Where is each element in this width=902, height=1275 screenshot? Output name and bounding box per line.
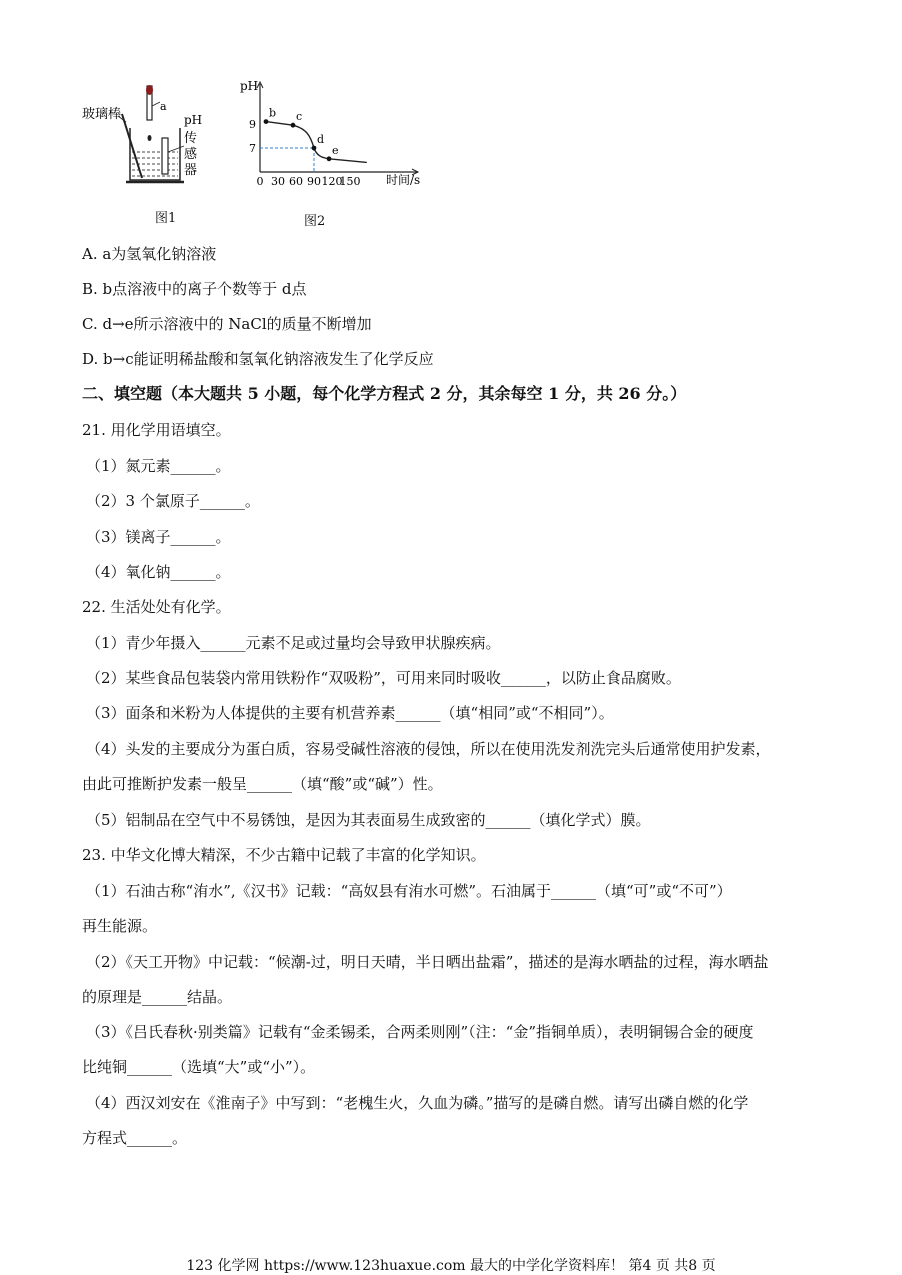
sensor-label-3: 感	[184, 147, 198, 162]
chart-guides	[260, 148, 314, 172]
x-tick-label: 60	[289, 175, 303, 188]
q23-sub1-line1: （1）石油古称“洧水”,《汉书》记载：“高奴县有洧水可燃”。石油属于______（填“可”或“不可”）	[86, 882, 732, 900]
page-footer: 123 化学网 https://www.123huaxue.com 最大的中学化学资料库！ 第4 页 共8 页	[186, 1258, 716, 1274]
q22-sub1: （1）青少年摄入______元素不足或过量均会导致甲状腺疾病。	[86, 634, 501, 652]
x-tick-label: 30	[271, 175, 285, 188]
figure1-apparatus	[80, 80, 220, 200]
q22-sub4-line1: （4）头发的主要成分为蛋白质，容易受碱性溶液的侵蚀，所以在使用洗发剂洗完头后通常使用护发素，	[86, 740, 771, 758]
ph-sensor	[162, 138, 168, 174]
q23-sub4-line1: （4）西汉刘安在《淮南子》中写到：“老槐生火，久血为磷。”描写的是磷自燃。请写出磷自燃的化学	[86, 1094, 749, 1112]
chart-points	[264, 107, 339, 162]
point-label-c: c	[296, 110, 303, 124]
dropper-bulb	[146, 85, 153, 95]
point-label-b: b	[269, 106, 277, 120]
x-tick-label: 0	[256, 175, 264, 188]
point-c	[291, 123, 296, 128]
figure2-ph-chart	[236, 76, 436, 192]
point-b	[264, 119, 269, 124]
section2-title: 二、填空题（本大题共 5 小题，每个化学方程式 2 分，其余每空 1 分，共 26 分。）	[82, 384, 687, 403]
y-axis-label: pH	[240, 79, 259, 93]
figure2-caption: 图2	[304, 214, 326, 229]
q23-sub2-line1: （2）《天工开物》中记载：“候潮-过，明日天晴，半日晒出盐霜”，描述的是海水晒盐的过程，海水晒盐	[86, 953, 769, 971]
option-a: A. a为氢氧化钠溶液	[82, 245, 217, 263]
beaker	[130, 128, 180, 180]
sensor-label-4: 器	[184, 163, 198, 178]
y-tick-label: 9	[249, 118, 256, 131]
q22-sub3: （3）面条和米粉为人体提供的主要有机营养素______（填“相同”或“不相同”）。	[86, 704, 614, 722]
q22-stem: 22. 生活处处有化学。	[82, 598, 231, 616]
y-tick-label: 7	[249, 142, 256, 155]
sensor-label-2: 传	[184, 131, 198, 146]
point-e	[327, 156, 332, 161]
q21-sub1: （1）氮元素______。	[86, 457, 231, 475]
q22-sub4-line2: 由此可推断护发素一般呈______（填“酸”或“碱”）性。	[82, 775, 443, 793]
glass-rod-label: 玻璃棒	[82, 107, 122, 122]
q23-sub1-line2: 再生能源。	[82, 917, 158, 935]
option-b: B. b点溶液中的离子个数等于 d点	[82, 280, 307, 298]
label-a: a	[160, 100, 167, 113]
q21-stem: 21. 用化学用语填空。	[82, 421, 231, 439]
q23-sub4-line2: 方程式______。	[82, 1129, 188, 1147]
option-d: D. b→c能证明稀盐酸和氢氧化钠溶液发生了化学反应	[82, 350, 434, 368]
x-tick-label: 120	[321, 175, 343, 188]
sensor-label-1: pH	[184, 113, 203, 127]
sensor-pointer	[168, 146, 184, 152]
drop	[148, 135, 152, 141]
figure1-caption: 图1	[155, 211, 177, 226]
q23-sub3-line1: （3）《吕氏春秋·别类篇》记载有“金柔锡柔，合两柔则刚”（注：“金”指铜单质），表明铜锡合金的硬度	[86, 1023, 754, 1041]
point-d	[312, 146, 317, 151]
chart-ticks	[249, 118, 361, 188]
q21-sub3: （3）镁离子______。	[86, 528, 231, 546]
x-axis-label: 时间/s	[386, 173, 421, 187]
q23-stem: 23. 中华文化博大精深，不少古籍中记载了丰富的化学知识。	[82, 846, 486, 864]
point-label-e: e	[332, 143, 339, 157]
q22-sub2: （2）某些食品包装袋内常用铁粉作“双吸粉”，可用来同时吸收______，以防止食品腐败。	[86, 669, 681, 687]
label-a-pointer	[152, 102, 160, 106]
x-tick-label: 90	[307, 175, 321, 188]
q22-sub5: （5）铝制品在空气中不易锈蚀，是因为其表面易生成致密的______（填化学式）膜。	[86, 811, 651, 829]
q21-sub2: （2）3 个氯原子______。	[86, 492, 260, 510]
x-tick-label: 150	[339, 175, 361, 188]
q23-sub2-line2: 的原理是______结晶。	[82, 988, 233, 1006]
chart-axes	[257, 82, 418, 175]
point-label-d: d	[317, 133, 325, 146]
liquid	[132, 152, 178, 176]
q23-sub3-line2: 比纯铜______（选填“大”或“小”）。	[82, 1058, 316, 1076]
option-c: C. d→e所示溶液中的 NaCl的质量不断增加	[82, 315, 372, 333]
q21-sub4: （4）氧化钠______。	[86, 563, 231, 581]
glass-rod	[122, 114, 142, 178]
